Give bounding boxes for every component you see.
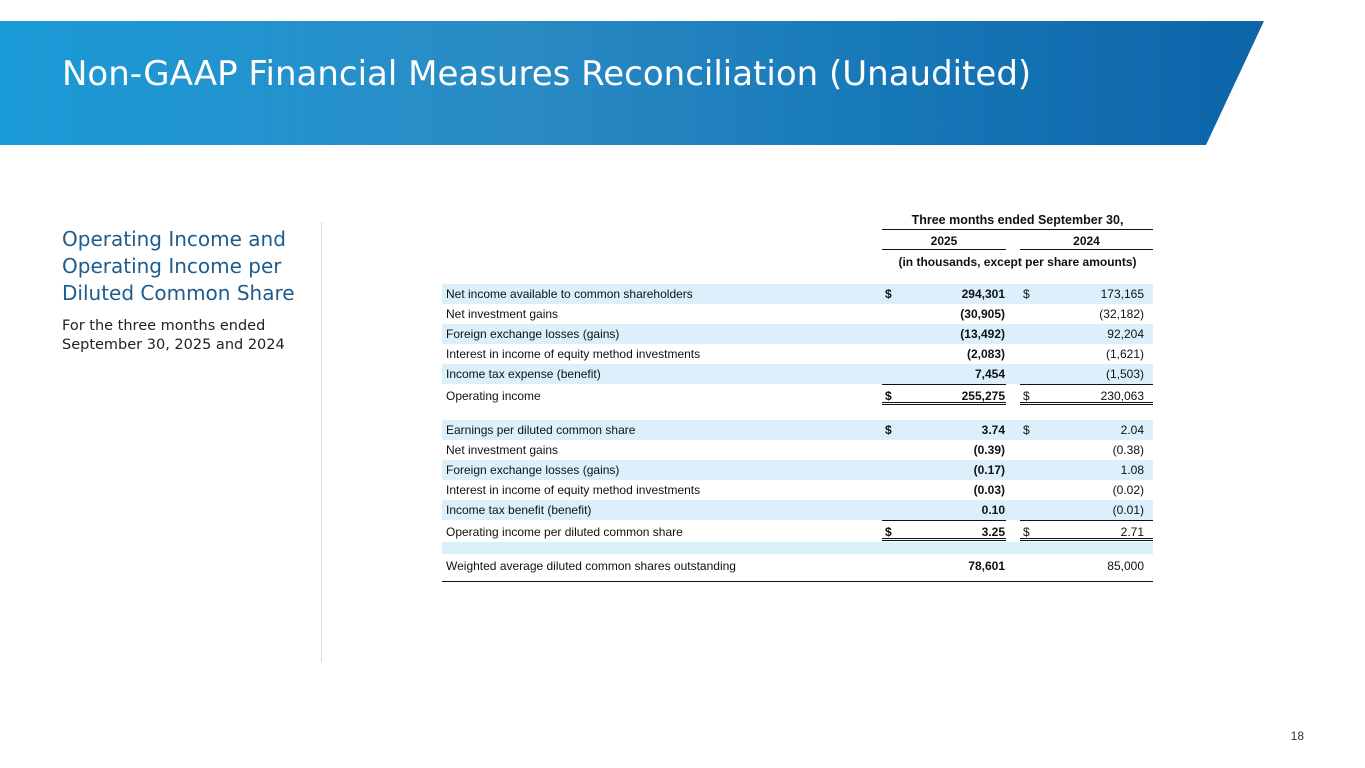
slide-title: Non-GAAP Financial Measures Reconciliation (Unaudited) <box>62 54 1032 94</box>
table-row: Foreign exchange losses (gains) (13,492) 92,204 <box>442 324 1153 344</box>
table-row: Interest in income of equity method investments (2,083) (1,621) <box>442 344 1153 364</box>
table-row: Net investment gains (0.39) (0.38) <box>442 440 1153 460</box>
vertical-divider <box>321 222 322 662</box>
subtotal-rule <box>882 384 1006 385</box>
total-rule <box>1020 402 1153 405</box>
table-bottom-rule <box>442 581 1153 582</box>
year-header-2025: 2025 <box>882 233 1006 250</box>
year-header-2024: 2024 <box>1020 233 1153 250</box>
section-heading: Operating Income and Operating Income per Diluted Common Share <box>62 227 295 305</box>
spacer-row <box>442 542 1153 554</box>
table-row: Interest in income of equity method investments (0.03) (0.02) <box>442 480 1153 500</box>
subtotal-rule <box>882 520 1006 521</box>
table-row: Earnings per diluted common share $ 3.74 $ 2.04 <box>442 420 1153 440</box>
table-row: Weighted average diluted common shares outstanding 78,601 85,000 <box>442 556 1153 576</box>
table-row: Operating income $ 255,275 $ 230,063 <box>442 386 1153 406</box>
total-rule <box>882 402 1006 405</box>
subtotal-rule <box>1020 520 1153 521</box>
table-row: Net income available to common shareholders $ 294,301 $ 173,165 <box>442 284 1153 304</box>
subtotal-rule <box>1020 384 1153 385</box>
total-rule <box>1020 538 1153 541</box>
table-row: Operating income per diluted common share $ 3.25 $ 2.71 <box>442 522 1153 542</box>
total-rule <box>882 538 1006 541</box>
axis-logo <box>1262 66 1326 110</box>
page-number: 18 <box>1290 729 1304 743</box>
table-row: Net investment gains (30,905) (32,182) <box>442 304 1153 324</box>
table-row: Income tax expense (benefit) 7,454 (1,503) <box>442 364 1153 384</box>
section-subheading: For the three months ended September 30, 2025 and 2024 <box>62 318 285 353</box>
units-note: (in thousands, except per share amounts) <box>898 255 1137 269</box>
table-row: Income tax benefit (benefit) 0.10 (0.01) <box>442 500 1153 520</box>
left-panel <box>62 226 312 355</box>
table-row: Foreign exchange losses (gains) (0.17) 1.08 <box>442 460 1153 480</box>
logo-wordmark: AXIS <box>1272 81 1315 101</box>
period-header: Three months ended September 30, <box>882 212 1153 230</box>
